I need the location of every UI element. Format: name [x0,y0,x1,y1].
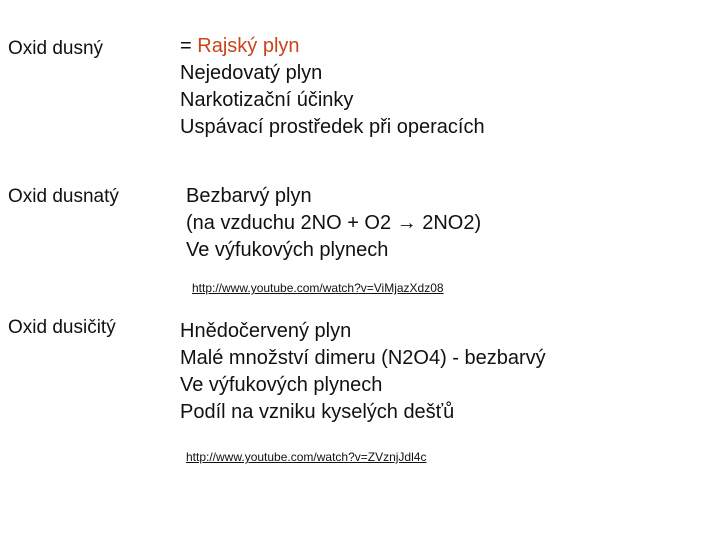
description-line: Bezbarvý plyn [186,185,312,207]
description-oxid-dusny [180,33,485,141]
description-oxid-dusnaty [186,183,481,264]
line-prefix: = [180,35,198,57]
description-line: Narkotizační účinky [180,89,354,111]
term-oxid-dusnaty: Oxid dusnatý [8,186,119,207]
description-oxid-dusicity [180,318,546,426]
description-line: Podíl na vzniku kyselých dešťů [180,401,455,423]
description-line: (na vzduchu 2NO + O2 → 2NO2) [186,212,482,234]
description-line: Uspávací prostředek při operacích [180,116,485,138]
description-line: Malé množství dimeru (N2O4) - bezbarvý [180,347,546,369]
term-oxid-dusicity: Oxid dusičitý [8,317,116,338]
term-oxid-dusny: Oxid dusný [8,38,104,59]
description-line: Ve výfukových plynech [186,239,389,261]
youtube-link-oxid-dusicity[interactable]: http://www.youtube.com/watch?v=ZVznjJdl4c [186,450,427,464]
description-line: Hnědočervený plyn [180,320,352,342]
highlight-term: Rajský plyn [197,35,300,57]
description-line [180,33,485,60]
youtube-link-oxid-dusnaty[interactable]: http://www.youtube.com/watch?v=ViMjazXdz08 [192,281,444,295]
description-line: Nejedovatý plyn [180,62,323,84]
description-line: Ve výfukových plynech [180,374,383,396]
